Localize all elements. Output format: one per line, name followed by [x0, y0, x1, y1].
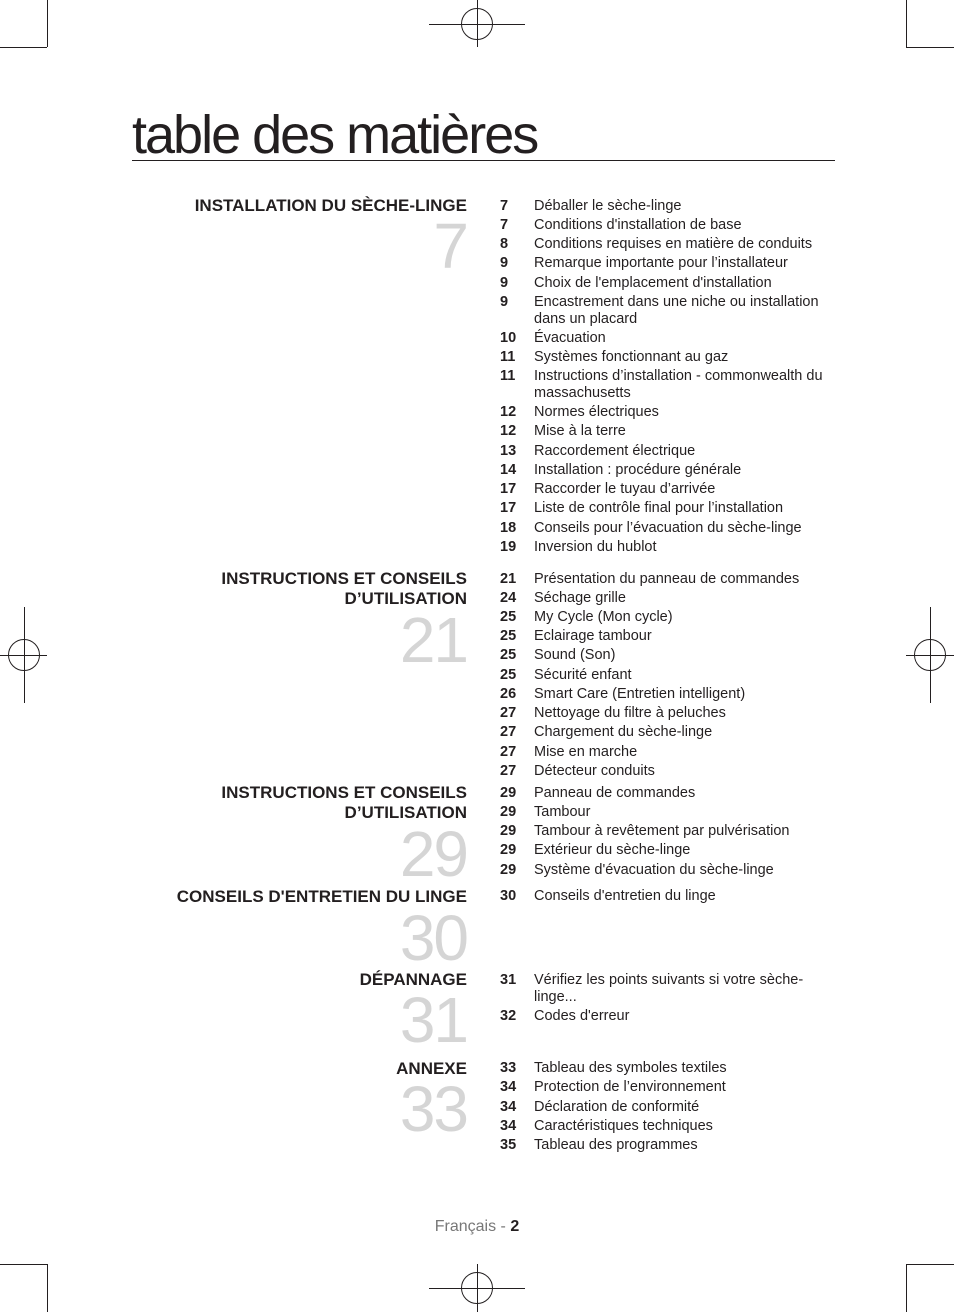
toc-entry-page: 29 — [500, 804, 517, 820]
toc-entry-title: Conseils d'entretien du linge — [534, 888, 716, 904]
toc-entry-page: 18 — [500, 520, 517, 536]
toc-entry-page: 9 — [500, 255, 509, 271]
section-heading: INSTRUCTIONS ET CONSEILS D’UTILISATION — [221, 569, 467, 608]
section-page-number: 29 — [399, 818, 467, 890]
toc-entry-title: Smart Care (Entretien intelligent) — [534, 686, 746, 702]
section-heading: DÉPANNAGE — [359, 970, 467, 989]
page-title: table des matières — [132, 104, 835, 161]
section-heading: INSTRUCTIONS ET CONSEILS D’UTILISATION — [221, 783, 467, 822]
toc-entry[interactable] — [500, 1060, 840, 1077]
toc-entry-title: Sécurité enfant — [534, 667, 632, 683]
toc-entry-page: 25 — [500, 667, 517, 683]
toc-entry[interactable] — [500, 804, 840, 821]
toc-entry-page: 17 — [500, 481, 517, 497]
toc-entry-page: 34 — [500, 1118, 517, 1134]
toc-entry-page: 25 — [500, 628, 517, 644]
toc-entry-page: 27 — [500, 744, 517, 760]
toc-entry-title: Liste de contrôle final pour l’installation — [534, 500, 784, 516]
toc-entry-page: 35 — [500, 1137, 517, 1153]
toc-entry-page: 11 — [500, 368, 516, 384]
section-page-number: 7 — [433, 210, 467, 282]
toc-entry[interactable] — [500, 539, 840, 556]
toc-entry-page: 27 — [500, 763, 517, 779]
toc-entry-title: Encastrement dans une niche ou installation dans un placard — [534, 294, 819, 327]
toc-entry-title: Détecteur conduits — [534, 763, 655, 779]
toc-entry-title: Eclairage tambour — [534, 628, 652, 644]
toc-entry-page: 30 — [500, 888, 517, 904]
section-page-number: 31 — [399, 984, 467, 1056]
toc-entry[interactable] — [500, 462, 840, 479]
section-heading: INSTALLATION DU SÈCHE-LINGE — [194, 196, 467, 215]
toc-entry-page: 8 — [500, 236, 509, 252]
toc-entry-title: Instructions d’installation - commonwealth du massachusetts — [534, 368, 823, 401]
toc-entry-page: 9 — [500, 294, 509, 310]
section-heading: ANNEXE — [396, 1059, 467, 1078]
toc-entry[interactable] — [500, 294, 840, 328]
toc-entry-title: Conditions d'installation de base — [534, 217, 742, 233]
toc-entry-page: 26 — [500, 686, 517, 702]
toc-entry-title: Nettoyage du filtre à peluches — [534, 705, 726, 721]
toc-entry-title: Mise en marche — [534, 744, 638, 760]
toc-entry-page: 25 — [500, 647, 517, 663]
toc-entry-title: Installation : procédure générale — [534, 462, 742, 478]
toc-entry-page: 12 — [500, 423, 517, 439]
toc-entry-title: Raccordement électrique — [534, 443, 696, 459]
toc-entry-title: Chargement du sèche-linge — [534, 724, 713, 740]
toc-entry[interactable] — [500, 481, 840, 498]
toc-entry-page: 29 — [500, 842, 517, 858]
toc-entry-title: Système d'évacuation du sèche-linge — [534, 862, 774, 878]
toc-entry[interactable] — [500, 404, 840, 421]
toc-entry-title: Caractéristiques techniques — [534, 1118, 713, 1134]
toc-entry-title: Déballer le sèche-linge — [534, 198, 682, 214]
toc-entry[interactable] — [500, 255, 840, 272]
toc-entry-page: 27 — [500, 724, 517, 740]
toc-entry-title: Normes électriques — [534, 404, 659, 420]
toc-entry-title: Protection de l’environnement — [534, 1079, 726, 1095]
section-page-number: 30 — [399, 902, 467, 974]
toc-entry[interactable] — [500, 198, 840, 215]
toc-entry-title: Inversion du hublot — [534, 539, 657, 555]
toc-entry-title: Tableau des symboles textiles — [534, 1060, 727, 1076]
toc-entry-title: Mise à la terre — [534, 423, 626, 439]
toc-entry[interactable] — [500, 1099, 840, 1116]
toc-entry-title: Déclaration de conformité — [534, 1099, 700, 1115]
toc-entry-title: Codes d'erreur — [534, 1008, 630, 1024]
toc-entry[interactable] — [500, 647, 840, 664]
toc-entry-page: 17 — [500, 500, 517, 516]
toc-entry[interactable] — [500, 500, 840, 517]
toc-entry-page: 34 — [500, 1099, 517, 1115]
toc-entry-title: Sound (Son) — [534, 647, 616, 663]
toc-entry-page: 29 — [500, 785, 517, 801]
toc-entry[interactable] — [500, 763, 840, 780]
toc-entry[interactable] — [500, 217, 840, 234]
toc-entry-title: Séchage grille — [534, 590, 626, 606]
toc-entry[interactable] — [500, 1079, 840, 1096]
toc-entry-title: Tambour — [534, 804, 591, 820]
toc-entry-title: Systèmes fonctionnant au gaz — [534, 349, 729, 365]
toc-entry-page: 27 — [500, 705, 517, 721]
toc-entry-title: Tableau des programmes — [534, 1137, 698, 1153]
toc-entry-page: 9 — [500, 275, 509, 291]
toc-entry[interactable] — [500, 705, 840, 722]
toc-entry-page: 34 — [500, 1079, 517, 1095]
toc-entry-page: 31 — [500, 972, 517, 988]
footer-page-number: 2 — [510, 1218, 520, 1235]
section-heading: CONSEILS D'ENTRETIEN DU LINGE — [176, 887, 467, 906]
section-page-number: 33 — [399, 1073, 467, 1145]
toc-entry-title: Extérieur du sèche-linge — [534, 842, 691, 858]
toc-entry-page: 7 — [500, 198, 509, 214]
toc-entry[interactable] — [500, 1008, 840, 1025]
toc-entry-page: 10 — [500, 330, 517, 346]
toc-entry[interactable] — [500, 330, 840, 347]
toc-entry[interactable] — [500, 1118, 840, 1135]
section-page-number: 21 — [399, 604, 467, 676]
toc-entry[interactable] — [500, 628, 840, 645]
toc-entry[interactable] — [500, 443, 840, 460]
toc-entry[interactable] — [500, 571, 840, 588]
toc-entry[interactable] — [500, 686, 840, 703]
toc-entry[interactable] — [500, 236, 840, 253]
toc-entry[interactable] — [500, 275, 840, 292]
page-footer — [0, 1218, 954, 1236]
toc-entry[interactable] — [500, 590, 840, 607]
toc-entry[interactable] — [500, 785, 840, 802]
toc-entry-page: 33 — [500, 1060, 517, 1076]
toc-entry[interactable] — [500, 609, 840, 626]
toc-entry[interactable] — [500, 520, 840, 537]
toc-entry-title: Tambour à revêtement par pulvérisation — [534, 823, 790, 839]
toc-entry-title: Vérifiez les points suivants si votre sèche-linge... — [534, 972, 804, 1005]
toc-entry-title: Présentation du panneau de commandes — [534, 571, 800, 587]
toc-entry-page: 29 — [500, 823, 517, 839]
toc-entry-title: Évacuation — [534, 330, 606, 346]
toc-entry-title: My Cycle (Mon cycle) — [534, 609, 673, 625]
toc-entry[interactable] — [500, 1137, 840, 1154]
toc-entry-title: Remarque importante pour l’installateur — [534, 255, 788, 271]
toc-entry-page: 19 — [500, 539, 517, 555]
toc-entry-title: Panneau de commandes — [534, 785, 696, 801]
toc-entry[interactable] — [500, 972, 840, 1006]
toc-entry[interactable] — [500, 888, 840, 905]
toc-entry[interactable] — [500, 724, 840, 741]
toc-entry-page: 7 — [500, 217, 509, 233]
toc-entry-page: 24 — [500, 590, 517, 606]
toc-entry-title: Conditions requises en matière de conduits — [534, 236, 813, 252]
toc-entry[interactable] — [500, 349, 840, 366]
toc-entry[interactable] — [500, 423, 840, 440]
toc-entry-page: 25 — [500, 609, 517, 625]
toc-entry-page: 21 — [500, 571, 517, 587]
toc-entry-page: 29 — [500, 862, 517, 878]
toc-entry[interactable] — [500, 842, 840, 859]
toc-entry-page: 13 — [500, 443, 517, 459]
toc-entry[interactable] — [500, 862, 840, 879]
toc-entry[interactable] — [500, 744, 840, 761]
toc-entry[interactable] — [500, 667, 840, 684]
toc-entry[interactable] — [500, 368, 840, 402]
toc-entry-page: 32 — [500, 1008, 517, 1024]
toc-entry[interactable] — [500, 823, 840, 840]
toc-entry-page: 12 — [500, 404, 517, 420]
footer-language: Français - — [434, 1218, 511, 1235]
toc-entry-page: 11 — [500, 349, 516, 365]
toc-entry-title: Choix de l'emplacement d'installation — [534, 275, 772, 291]
toc-entry-title: Conseils pour l’évacuation du sèche-linge — [534, 520, 802, 536]
toc-entry-page: 14 — [500, 462, 517, 478]
toc-entry-title: Raccorder le tuyau d’arrivée — [534, 481, 716, 497]
